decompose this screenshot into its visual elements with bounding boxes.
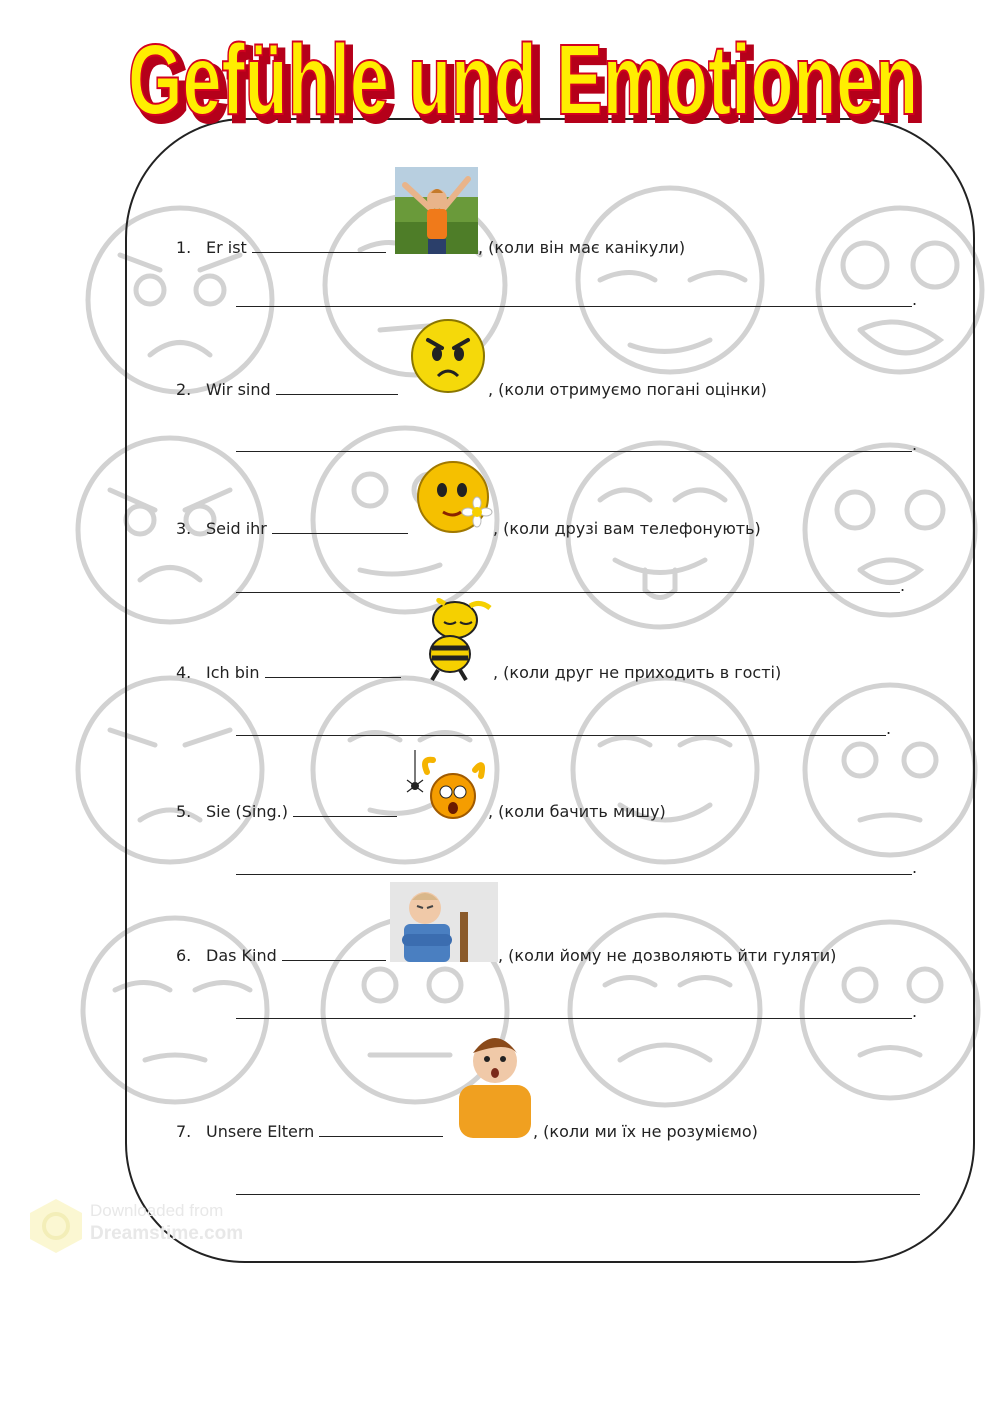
line-end-2: . xyxy=(912,435,918,454)
happy-boy-photo xyxy=(395,167,478,254)
scared-emoji-spider-icon xyxy=(405,750,490,822)
item-number: 1. xyxy=(176,238,192,257)
answer-blank[interactable] xyxy=(293,802,397,817)
watermark-line-2: Dreamstime.com xyxy=(90,1223,244,1244)
hint-7: , (коли ми їх не розуміємо) xyxy=(533,1122,758,1141)
answer-blank[interactable] xyxy=(282,946,386,961)
title-shadow: Gefühle und Emotionen xyxy=(134,30,924,130)
answer-line-3[interactable] xyxy=(236,592,900,593)
title-main: Gefühle und Emotionen xyxy=(128,24,918,130)
sentence-start: Unsere Eltern xyxy=(206,1122,315,1141)
exercise-3 xyxy=(176,519,408,538)
answer-blank[interactable] xyxy=(265,663,401,678)
exercise-7 xyxy=(176,1122,443,1141)
exercise-6 xyxy=(176,946,386,965)
hint-4: , (коли друг не приходить в гості) xyxy=(493,663,782,682)
item-number: 7. xyxy=(176,1122,192,1141)
exercise-2 xyxy=(176,380,398,399)
sentence-start: Sie (Sing.) xyxy=(206,802,288,821)
page-title xyxy=(120,20,940,130)
hint-1: , (коли він має канікули) xyxy=(478,238,686,257)
item-number: 3. xyxy=(176,519,192,538)
line-end-5: . xyxy=(912,858,918,877)
answer-line-2[interactable] xyxy=(236,451,912,452)
angry-emoji-icon xyxy=(410,318,486,394)
hint-6: , (коли йому не дозволяють йти гуляти) xyxy=(498,946,837,965)
answer-blank[interactable] xyxy=(319,1122,443,1137)
exercise-1 xyxy=(176,238,386,257)
watermark-logo-icon xyxy=(28,1197,84,1255)
sentence-start: Das Kind xyxy=(206,946,277,965)
surprised-boy-photo xyxy=(455,1023,533,1138)
item-number: 5. xyxy=(176,802,192,821)
hint-5: , (коли бачить мишу) xyxy=(488,802,666,821)
watermark-line-1: Downloaded from xyxy=(90,1201,224,1220)
answer-line-1[interactable] xyxy=(236,306,912,307)
sentence-start: Ich bin xyxy=(206,663,260,682)
rounded-frame xyxy=(125,118,975,1263)
answer-blank[interactable] xyxy=(272,519,408,534)
sentence-start: Seid ihr xyxy=(206,519,267,538)
hint-2: , (коли отримуємо погані оцінки) xyxy=(488,380,767,399)
sentence-start: Er ist xyxy=(206,238,247,257)
exercise-4 xyxy=(176,663,401,682)
answer-blank[interactable] xyxy=(276,380,398,395)
line-end-4: . xyxy=(886,719,892,738)
line-end-1: . xyxy=(912,290,918,309)
item-number: 4. xyxy=(176,663,192,682)
sentence-start: Wir sind xyxy=(206,380,271,399)
watermark xyxy=(20,1195,1000,1265)
hint-3: , (коли друзі вам телефонують) xyxy=(493,519,761,538)
item-number: 2. xyxy=(176,380,192,399)
item-number: 6. xyxy=(176,946,192,965)
grumpy-child-photo xyxy=(390,882,498,962)
answer-line-6[interactable] xyxy=(236,1018,912,1019)
answer-line-4[interactable] xyxy=(236,735,886,736)
answer-line-5[interactable] xyxy=(236,874,912,875)
exercise-5 xyxy=(176,802,397,821)
line-end-3: . xyxy=(900,576,906,595)
sad-bee-icon xyxy=(410,598,495,683)
line-end-6: . xyxy=(912,1002,918,1021)
answer-blank[interactable] xyxy=(252,238,386,253)
flower-emoji-icon xyxy=(415,460,495,535)
